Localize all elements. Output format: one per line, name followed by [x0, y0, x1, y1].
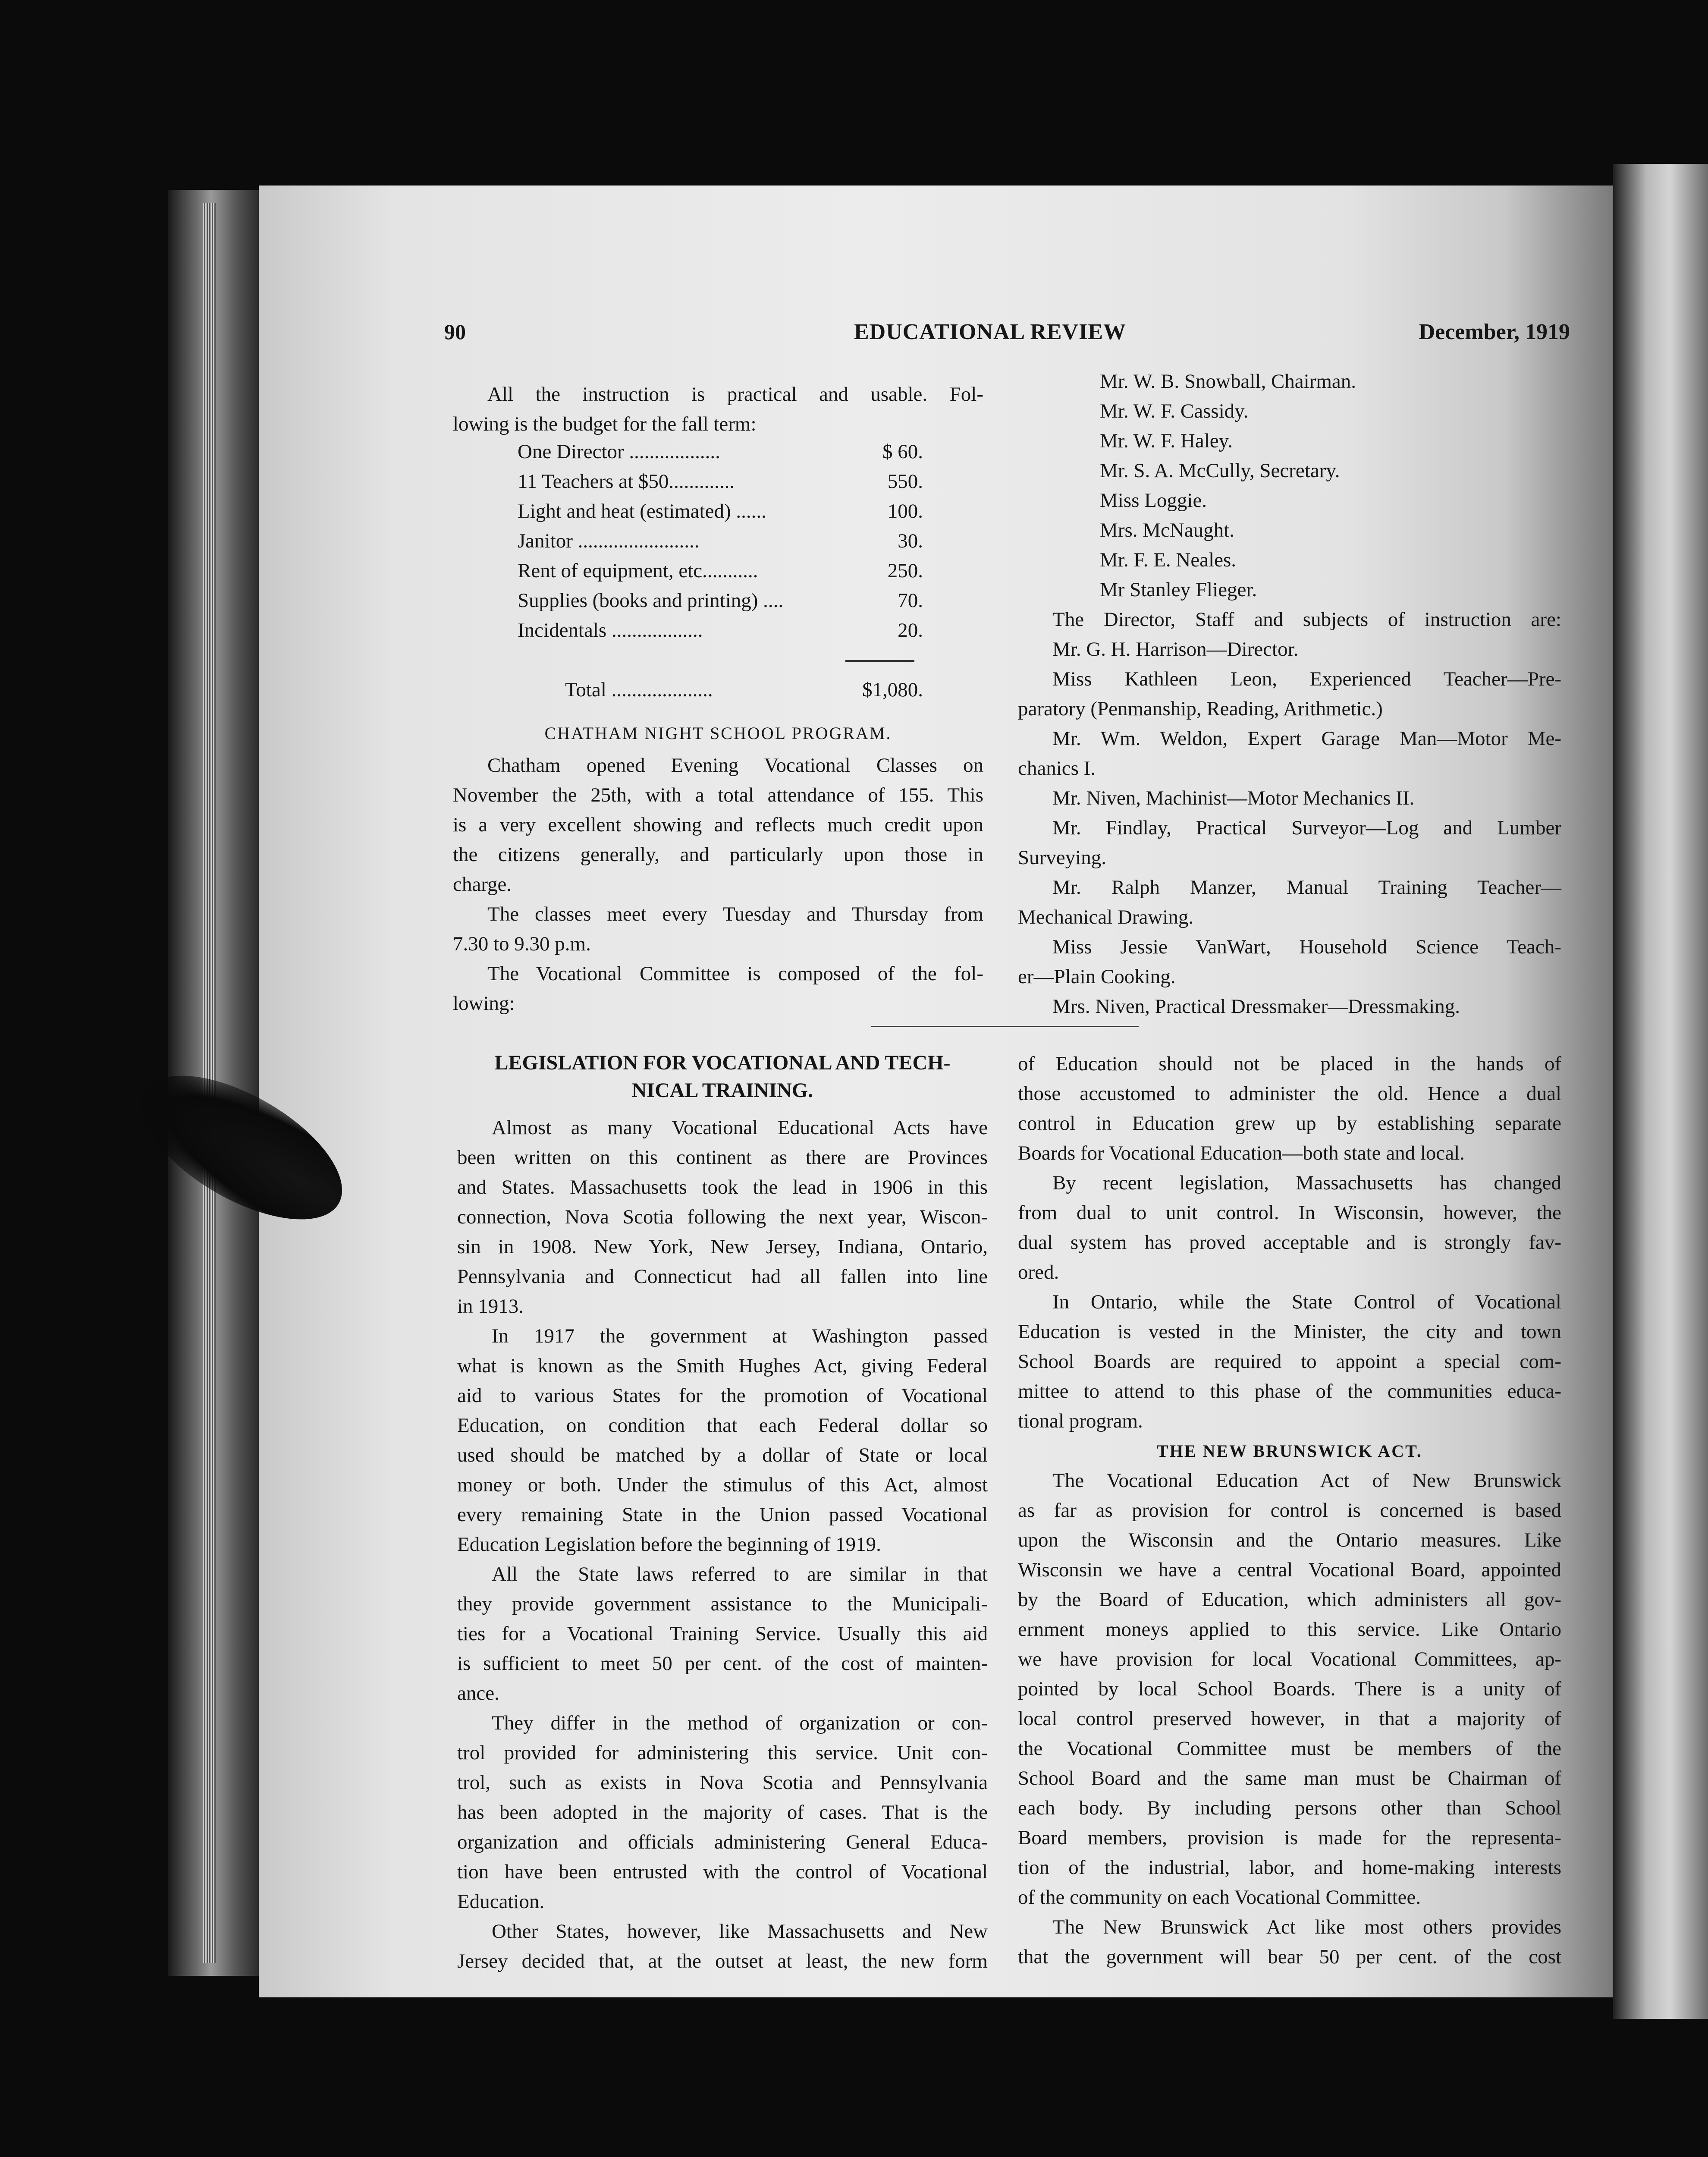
- journal-title: EDUCATIONAL REVIEW: [854, 320, 1127, 344]
- text-line: Jersey decided that, at the outset at least, the new form: [457, 1950, 988, 1972]
- text-line: The Vocational Committee is composed of the fol-: [487, 962, 983, 985]
- budget-amount: 30.: [898, 530, 923, 552]
- budget-total-amount: $1,080.: [862, 679, 923, 701]
- text-line: local control preserved however, in that a majority of: [1018, 1707, 1561, 1730]
- text-line: every remaining State in the Union passed Vocational: [457, 1503, 988, 1526]
- text-line: All the instruction is practical and usable. Fol-: [487, 383, 983, 406]
- text-line: In Ontario, while the State Control of Vocational: [1052, 1291, 1561, 1313]
- text-line: those accustomed to administer the old. Hence a dual: [1018, 1082, 1561, 1105]
- text-line: The New Brunswick Act like most others provides: [1052, 1916, 1561, 1938]
- committee-member: Mr Stanley Flieger.: [1100, 579, 1257, 601]
- text-line: money or both. Under the stimulus of this Act, almost: [457, 1474, 988, 1496]
- budget-label: Supplies (books and printing) ....: [518, 589, 784, 612]
- text-line: they provide government assistance to the Municipali-: [457, 1593, 988, 1615]
- budget-amount: 100.: [887, 500, 923, 522]
- budget-total-row: [565, 675, 923, 705]
- budget-label: Rent of equipment, etc...........: [518, 560, 758, 582]
- text-line: is sufficient to meet 50 per cent. of the cost of mainten-: [457, 1652, 988, 1675]
- text-line: Miss Kathleen Leon, Experienced Teacher—Pre-: [1052, 668, 1561, 690]
- text-line: of the community on each Vocational Committee.: [1018, 1886, 1421, 1909]
- text-line: Mrs. Niven, Practical Dressmaker—Dressmaking.: [1052, 995, 1460, 1018]
- text-line: Boards for Vocational Education—both state and local.: [1018, 1142, 1465, 1164]
- text-line: Education Legislation before the beginning of 1919.: [457, 1533, 881, 1556]
- committee-member: Mr. W. B. Snowball, Chairman.: [1100, 370, 1356, 393]
- chatham-paragraphs: [453, 751, 983, 1019]
- text-line: ance.: [457, 1682, 499, 1704]
- text-line: Mr. Findlay, Practical Surveyor—Log and Lumber: [1052, 817, 1561, 839]
- text-line: ored.: [1018, 1261, 1059, 1283]
- committee-member: Mr. S. A. McCully, Secretary.: [1100, 459, 1340, 482]
- text-line: is a very excellent showing and reflects much credit upon: [453, 814, 983, 836]
- text-line: Chatham opened Evening Vocational Classes on: [487, 754, 983, 777]
- article-right-column: [1018, 1049, 1561, 1972]
- committee-member: Mr. W. F. Cassidy.: [1100, 400, 1249, 422]
- text-line: lowing:: [453, 992, 515, 1015]
- text-line: tion of the industrial, labor, and home-making interests: [1018, 1856, 1561, 1879]
- text-line: of Education should not be placed in the hands of: [1018, 1053, 1561, 1075]
- budget-amount: $ 60.: [882, 440, 923, 463]
- budget-row: [518, 470, 923, 500]
- text-line: Education.: [457, 1890, 545, 1913]
- text-line: each body. By including persons other than School: [1018, 1797, 1561, 1819]
- text-line: Mechanical Drawing.: [1018, 906, 1194, 928]
- article-title: [457, 1049, 988, 1104]
- text-line: Board members, provision is made for the representa-: [1018, 1827, 1561, 1849]
- text-line: trol provided for administering this service. Unit con-: [457, 1742, 988, 1764]
- budget-row: [518, 559, 923, 589]
- budget-label: Incidentals ..................: [518, 619, 703, 641]
- text-line: School Boards are required to appoint a special com-: [1018, 1350, 1561, 1373]
- budget-amount: 20.: [898, 619, 923, 641]
- staff-intro: The Director, Staff and subjects of instruction are:: [1052, 608, 1561, 631]
- text-line: charge.: [453, 873, 512, 896]
- committee-member: Mrs. McNaught.: [1100, 519, 1234, 541]
- text-line: The classes meet every Tuesday and Thursday from: [487, 903, 983, 925]
- text-line: mittee to attend to this phase of the communities educa-: [1018, 1380, 1561, 1402]
- budget-total-label: Total ....................: [565, 679, 713, 701]
- article-right-part-b: [1018, 1466, 1561, 1972]
- facing-page-edge: [1613, 164, 1708, 2019]
- text-line: 7.30 to 9.30 p.m.: [453, 933, 591, 955]
- text-line: we have provision for local Vocational Committees, ap-: [1018, 1648, 1561, 1670]
- text-line: control in Education grew up by establishing separate: [1018, 1112, 1561, 1135]
- budget-label: 11 Teachers at $50.............: [518, 470, 735, 493]
- text-line: as far as provision for control is concerned is based: [1018, 1499, 1561, 1522]
- budget-label: One Director ..................: [518, 440, 720, 463]
- text-line: In 1917 the government at Washington passed: [492, 1325, 988, 1347]
- article-title-line: NICAL TRAINING.: [631, 1079, 813, 1102]
- text-line: Almost as many Vocational Educational Acts have: [492, 1116, 988, 1139]
- committee-member: Mr. W. F. Haley.: [1100, 430, 1233, 452]
- text-line: ties for a Vocational Training Service. Usually this aid: [457, 1622, 988, 1645]
- budget-row: [518, 589, 923, 619]
- text-line: Mr. Niven, Machinist—Motor Mechanics II.: [1052, 787, 1415, 809]
- text-line: Mr. Ralph Manzer, Manual Training Teacher—: [1052, 876, 1561, 899]
- committee-member: Mr. F. E. Neales.: [1100, 549, 1237, 571]
- text-line: Wisconsin we have a central Vocational Board, appointed: [1018, 1559, 1561, 1581]
- text-line: tion have been entrusted with the control of Vocational: [457, 1861, 988, 1883]
- text-line: in 1913.: [457, 1295, 524, 1317]
- text-line: Education, on condition that each Federal dollar so: [457, 1414, 988, 1437]
- director-line: Mr. G. H. Harrison—Director.: [1052, 638, 1299, 660]
- intro-paragraph: [453, 380, 983, 439]
- text-line: organization and officials administering General Educa-: [457, 1831, 988, 1853]
- text-line: Pennsylvania and Connecticut had all fallen into line: [457, 1265, 988, 1288]
- text-line: November the 25th, with a total attendance of 155. This: [453, 784, 983, 806]
- committee-list: [1100, 367, 1574, 605]
- budget-row: [518, 529, 923, 559]
- text-line: what is known as the Smith Hughes Act, giving Federal: [457, 1355, 988, 1377]
- text-line: from dual to unit control. In Wisconsin, however, the: [1018, 1201, 1561, 1224]
- text-line: aid to various States for the promotion of Vocational: [457, 1384, 988, 1407]
- budget-amount: 70.: [898, 589, 923, 612]
- article-right-part-a: [1018, 1049, 1561, 1436]
- page-number: 90: [444, 320, 466, 344]
- text-line: Other States, however, like Massachusetts and New: [492, 1920, 988, 1943]
- budget-label: Light and heat (estimated) ......: [518, 500, 766, 522]
- text-line: Mr. Wm. Weldon, Expert Garage Man—Motor Me-: [1052, 727, 1561, 750]
- section-divider: [871, 1026, 1139, 1027]
- text-line: the Vocational Committee must be members of the: [1018, 1737, 1561, 1760]
- text-line: Surveying.: [1018, 846, 1106, 869]
- subheading: THE NEW BRUNSWICK ACT.: [1157, 1441, 1422, 1461]
- text-line: pointed by local School Boards. There is a unity of: [1018, 1678, 1561, 1700]
- text-line: that the government will bear 50 per cent. of the cost: [1018, 1946, 1561, 1968]
- text-line: chanics I.: [1018, 757, 1096, 780]
- budget-amount: 250.: [887, 560, 923, 582]
- article-left-column: [457, 1113, 988, 1976]
- text-line: By recent legislation, Massachusetts has changed: [1052, 1172, 1561, 1194]
- committee-member: Miss Loggie.: [1100, 489, 1207, 512]
- text-line: connection, Nova Scotia following the next year, Wiscon-: [457, 1206, 988, 1228]
- budget-row: [518, 500, 923, 529]
- issue-date: December, 1919: [1419, 320, 1570, 344]
- budget-row: [518, 440, 923, 470]
- text-line: been written on this continent as there are Provinces: [457, 1146, 988, 1169]
- text-line: paratory (Penmanship, Reading, Arithmetic.): [1018, 698, 1383, 720]
- text-line: lowing is the budget for the fall term:: [453, 413, 757, 435]
- program-heading: CHATHAM NIGHT SCHOOL PROGRAM.: [544, 723, 892, 743]
- budget-table: [518, 440, 923, 648]
- staff-lines: [1018, 664, 1561, 1022]
- text-line: upon the Wisconsin and the Ontario measures. Like: [1018, 1529, 1561, 1551]
- running-header: [444, 319, 1570, 354]
- text-line: trol, such as exists in Nova Scotia and Pennsylvania: [457, 1771, 988, 1794]
- text-line: The Vocational Education Act of New Brunswick: [1052, 1469, 1561, 1492]
- budget-amount: 550.: [887, 470, 923, 493]
- text-line: by the Board of Education, which administers all gov-: [1018, 1588, 1561, 1611]
- staff-section: [1018, 605, 1561, 1022]
- text-line: sin in 1908. New York, New Jersey, Indiana, Ontario,: [457, 1236, 988, 1258]
- budget-label: Janitor ........................: [518, 530, 700, 552]
- text-line: Education is vested in the Minister, the city and town: [1018, 1321, 1561, 1343]
- text-line: used should be matched by a dollar of State or local: [457, 1444, 988, 1466]
- text-line: dual system has proved acceptable and is strongly fav-: [1018, 1231, 1561, 1254]
- text-line: All the State laws referred to are similar in that: [492, 1563, 988, 1585]
- budget-row: [518, 619, 923, 648]
- text-line: tional program.: [1018, 1410, 1143, 1432]
- sum-rule: [845, 660, 914, 662]
- text-line: the citizens generally, and particularly upon those in: [453, 843, 983, 866]
- text-line: er—Plain Cooking.: [1018, 965, 1176, 988]
- article-title-line: LEGISLATION FOR VOCATIONAL AND TECH-: [494, 1051, 951, 1074]
- text-line: They differ in the method of organization or con-: [492, 1712, 988, 1734]
- text-line: Miss Jessie VanWart, Household Science Teach-: [1052, 936, 1561, 958]
- text-line: ernment moneys applied to this service. Like Ontario: [1018, 1618, 1561, 1641]
- text-line: School Board and the same man must be Chairman of: [1018, 1767, 1561, 1789]
- text-line: and States. Massachusetts took the lead in 1906 in this: [457, 1176, 988, 1198]
- text-line: has been adopted in the majority of cases. That is the: [457, 1801, 988, 1824]
